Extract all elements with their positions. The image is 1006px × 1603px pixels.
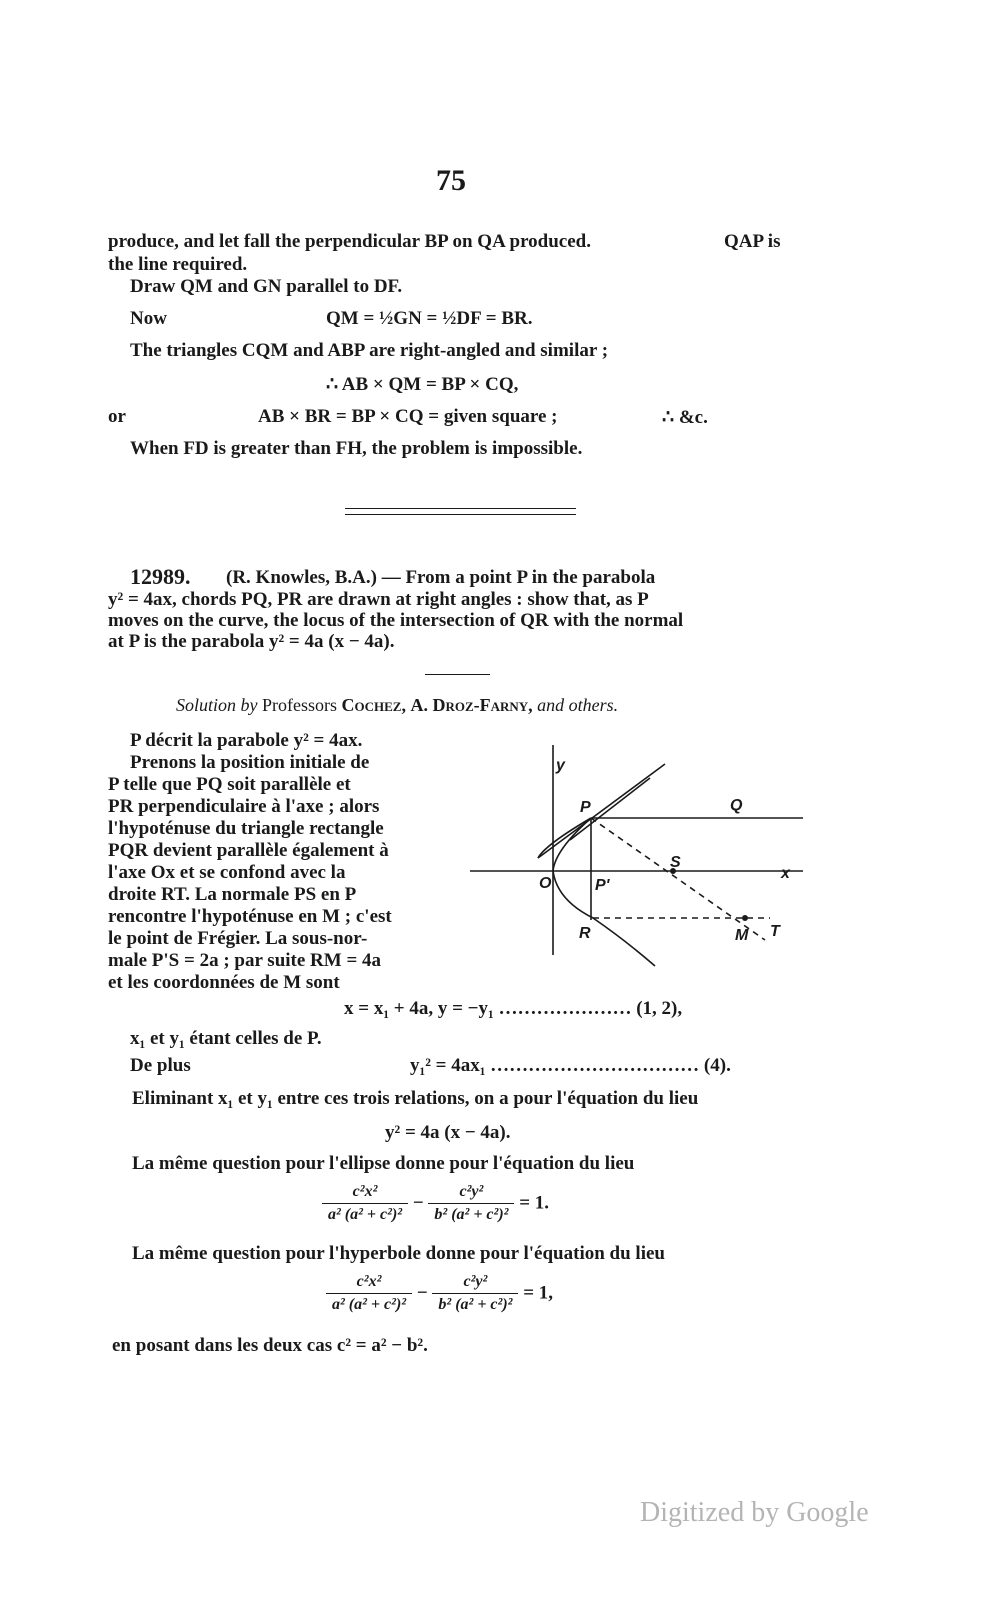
final-line: en posant dans les deux cas c² = a² − b². — [112, 1335, 428, 1356]
ellipse-frac-1: $\frac{\text{c²x²}}{\text{a² (a² + c²)²}}$ — [322, 1183, 408, 1224]
left-line: PQR devient parallèle également à — [108, 840, 389, 861]
or-label: or — [108, 406, 126, 427]
label-x: x — [781, 865, 790, 882]
parabola-figure — [465, 740, 810, 975]
problem-line-2: y² = 4ax, chords PQ, PR are drawn at right angles : show that, as P — [108, 589, 649, 610]
tangent-line — [538, 764, 665, 858]
left-line: le point de Frégier. La sous-nor- — [108, 928, 368, 949]
normal-line — [591, 818, 765, 940]
solution-cochez: Cochez, — [341, 695, 406, 715]
ellipse-frac-2: $\frac{\text{c²y²}}{\text{b² (a² + c²)²}}$ — [428, 1183, 514, 1224]
page-number: 75 — [436, 164, 466, 197]
left-line: PR perpendiculaire à l'axe ; alors — [108, 796, 380, 817]
label-y: y — [556, 757, 565, 774]
label-p: P — [580, 799, 591, 816]
label-p-prime: P' — [595, 877, 610, 894]
etc-text: ∴ &c. — [662, 407, 708, 428]
solution-heading — [176, 695, 618, 716]
short-rule — [425, 674, 490, 675]
problem-line-3: moves on the curve, the locus of the intersection of QR with the normal — [108, 610, 684, 631]
label-r: R — [579, 925, 591, 942]
left-line: P telle que PQ soit parallèle et — [108, 774, 351, 795]
label-o: O — [539, 875, 552, 892]
double-rule-top — [345, 508, 576, 509]
hyperbola-equation: $\frac{\text{c²x²}}{\text{a² (a² + c²)²}}$ − $\frac{\text{c²y²}}{\text{b² (a² + c²)²}}$ = 1, — [326, 1273, 553, 1314]
solution-by: Solution by — [176, 695, 258, 715]
now-equation: QM = ½GN = ½DF = BR. — [326, 308, 533, 329]
label-q: Q — [730, 797, 743, 814]
double-rule-bottom — [345, 514, 576, 515]
solution-droz-farny: A. Droz-Farny, — [410, 695, 533, 715]
therefore-equation: ∴ AB × QM = BP × CQ, — [326, 374, 519, 395]
google-watermark: Digitized by Google — [640, 1497, 869, 1528]
problem-number: 12989. — [130, 564, 191, 589]
solution-professors: Professors — [262, 695, 337, 715]
locus-equation: y² = 4a (x − 4a). — [385, 1122, 511, 1143]
left-line: l'hypoténuse du triangle rectangle — [108, 818, 384, 839]
ellipse-equation: $\frac{\text{c²x²}}{\text{a² (a² + c²)²}}$ − $\frac{\text{c²y²}}{\text{b² (a² + c²)²}}$ = 1. — [322, 1183, 549, 1224]
left-line: Prenons la position initiale de — [130, 752, 370, 773]
ellipse-text: La même question pour l'ellipse donne pour l'équation du lieu — [132, 1153, 635, 1174]
now-label: Now — [130, 308, 167, 329]
x1-y1-line: x₁ et y₁ étant celles de P. — [130, 1028, 322, 1049]
equation-1-2: x = x₁ + 4a, y = −y₁ ………………… (1, 2), — [344, 998, 683, 1019]
or-equation: AB × BR = BP × CQ = given square ; — [258, 406, 558, 427]
top-line-2: the line required. — [108, 254, 248, 275]
hyperbola-frac-2: $\frac{\text{c²y²}}{\text{b² (a² + c²)²}}$ — [432, 1273, 518, 1314]
de-plus-label: De plus — [130, 1055, 191, 1076]
top-last-line: When FD is greater than FH, the problem is impossible. — [130, 438, 583, 459]
eliminant-line: Eliminant x₁ et y₁ entre ces trois relations, on a pour l'équation du lieu — [132, 1088, 699, 1109]
top-line-1b: QAP is — [724, 231, 781, 252]
hyperbola-text: La même question pour l'hyperbole donne pour l'équation du lieu — [132, 1243, 665, 1264]
top-line-1a: produce, and let fall the perpendicular BP on QA produced. — [108, 231, 591, 252]
left-line: male P'S = 2a ; par suite RM = 4a — [108, 950, 382, 971]
hyperbola-frac-1: $\frac{\text{c²x²}}{\text{a² (a² + c²)²}}$ — [326, 1273, 412, 1314]
equation-4: y₁² = 4ax₁ …………………………… (4). — [410, 1055, 731, 1076]
label-t: T — [770, 923, 780, 940]
solution-left-column — [108, 730, 440, 994]
top-line-5: The triangles CQM and ABP are right-angled and similar ; — [130, 340, 609, 361]
left-line: et les coordonnées de M sont — [108, 972, 340, 993]
left-line: droite RT. La normale PS en P — [108, 884, 357, 905]
label-s: S — [670, 854, 681, 871]
problem-line-4: at P is the parabola y² = 4a (x − 4a). — [108, 631, 395, 652]
solution-and-others: and others. — [537, 695, 619, 715]
problem-author: (R. Knowles, B.A.) — From a point P in the parabola — [226, 567, 656, 588]
label-m: M — [735, 927, 749, 944]
point-m — [742, 915, 748, 921]
left-line: rencontre l'hypoténuse en M ; c'est — [108, 906, 392, 927]
left-line: P décrit la parabole y² = 4ax. — [130, 730, 363, 751]
left-line: l'axe Ox et se confond avec la — [108, 862, 346, 883]
top-line-3: Draw QM and GN parallel to DF. — [130, 276, 403, 297]
